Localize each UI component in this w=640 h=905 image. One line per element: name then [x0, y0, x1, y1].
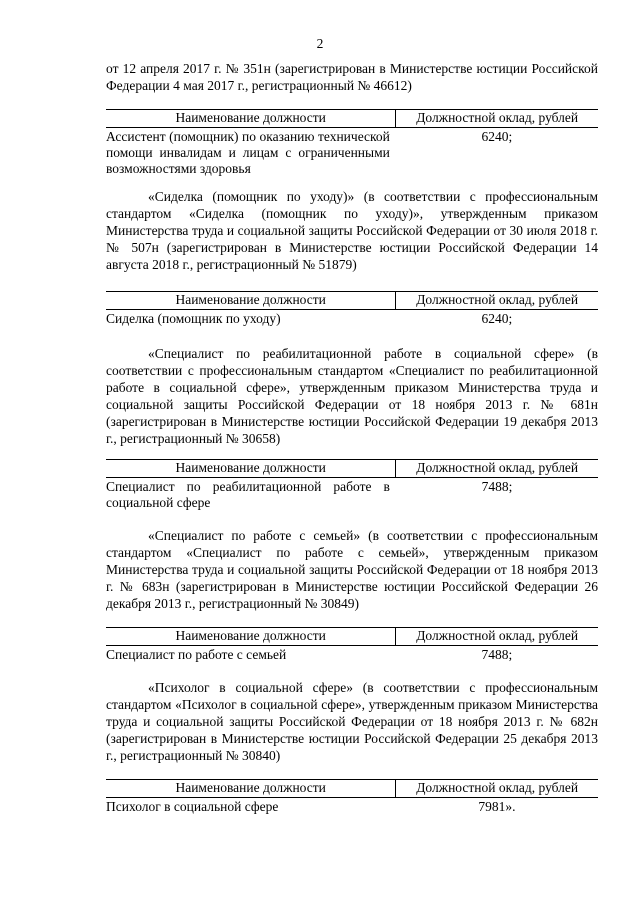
column-header-position: Наименование должности: [106, 628, 396, 646]
column-header-position: Наименование должности: [106, 292, 396, 310]
table-row: [106, 478, 598, 512]
column-header-position: Наименование должности: [106, 110, 396, 128]
column-header-salary: Должностной оклад, рублей: [396, 460, 598, 478]
paragraph-block-4: [106, 679, 598, 764]
paragraph-block-1: [106, 188, 598, 273]
column-header-salary: Должностной оклад, рублей: [396, 292, 598, 310]
salary-value: 7981».: [478, 799, 516, 814]
position-name: Психолог в социальной сфере: [106, 799, 279, 814]
table-row: [106, 128, 598, 178]
salary-value: 7488;: [481, 647, 513, 662]
page-number: 2: [316, 36, 324, 51]
salary-table-psychologist: [106, 779, 598, 815]
table-row: [106, 646, 598, 664]
salary-value: 6240;: [481, 311, 513, 326]
column-header-position: Наименование должности: [106, 780, 396, 798]
column-header-salary: Должностной оклад, рублей: [396, 780, 598, 798]
salary-table-rehabilitation: [106, 459, 598, 511]
salary-value: 7488;: [481, 479, 513, 494]
position-name: Сиделка (помощник по уходу): [106, 311, 281, 326]
table-row: [106, 310, 598, 328]
standard-paragraph: «Психолог в социальной сфере» (в соответствии с профессиональным стандартом «Психолог в социальной сфере», утвержденным приказом Министерства труда и социальной защиты Российской Федерации от 18 ноября 2013 г. № 682н (зарегистрирован в Министерстве юстиции Российской Федерации 25 декабря 2013 г., регистрационный № 30840): [106, 680, 598, 763]
salary-table-family: [106, 627, 598, 663]
paragraph-block-2: [106, 345, 598, 447]
standard-paragraph: «Сиделка (помощник по уходу)» (в соответствии с профессиональным стандартом «Сиделка (помощник по уходу)», утвержденным приказом Министерства труда и социальной защиты Российской Федерации от 30 июля 2018 г. № 507н (зарегистрирован в Министерстве юстиции Российской Федерации 14 августа 2018 г., регистрационный № 51879): [106, 189, 598, 272]
position-name: Специалист по реабилитационной работе в социальной сфере: [106, 479, 390, 510]
intro-paragraph: от 12 апреля 2017 г. № 351н (зарегистрирован в Министерстве юстиции Российской Федерации 4 мая 2017 г., регистрационный № 46612): [106, 61, 598, 93]
paragraph-block-3: [106, 527, 598, 612]
column-header-salary: Должностной оклад, рублей: [396, 110, 598, 128]
table-row: [106, 798, 598, 816]
salary-table-nurse: [106, 291, 598, 327]
column-header-salary: Должностной оклад, рублей: [396, 628, 598, 646]
column-header-position: Наименование должности: [106, 460, 396, 478]
salary-table-assistant: [106, 109, 598, 177]
standard-paragraph: «Специалист по реабилитационной работе в социальной сфере» (в соответствии с профессиональным стандартом «Специалист по реабилитационной работе в социальной сфере», утвержденным приказом Министерства труда и социальной защиты Российской Федерации от 18 ноября 2013 г. № 681н (зарегистрирован в Министерстве юстиции Российской Федерации 19 декабря 2013 г., регистрационный № 30658): [106, 346, 598, 446]
position-name: Специалист по работе с семьей: [106, 647, 287, 662]
position-name: Ассистент (помощник) по оказанию технической помощи инвалидам и лицам с ограниченными возможностями здоровья: [106, 129, 390, 176]
standard-paragraph: «Специалист по работе с семьей» (в соответствии с профессиональным стандартом «Специалист по работе с семьей», утвержденным приказом Министерства труда и социальной защиты Российской Федерации от 18 ноября 2013 г. № 683н (зарегистрирован в Министерстве юстиции Российской Федерации 26 декабря 2013 г., регистрационный № 30849): [106, 528, 598, 611]
salary-value: 6240;: [481, 129, 513, 144]
intro-block: [106, 60, 598, 94]
